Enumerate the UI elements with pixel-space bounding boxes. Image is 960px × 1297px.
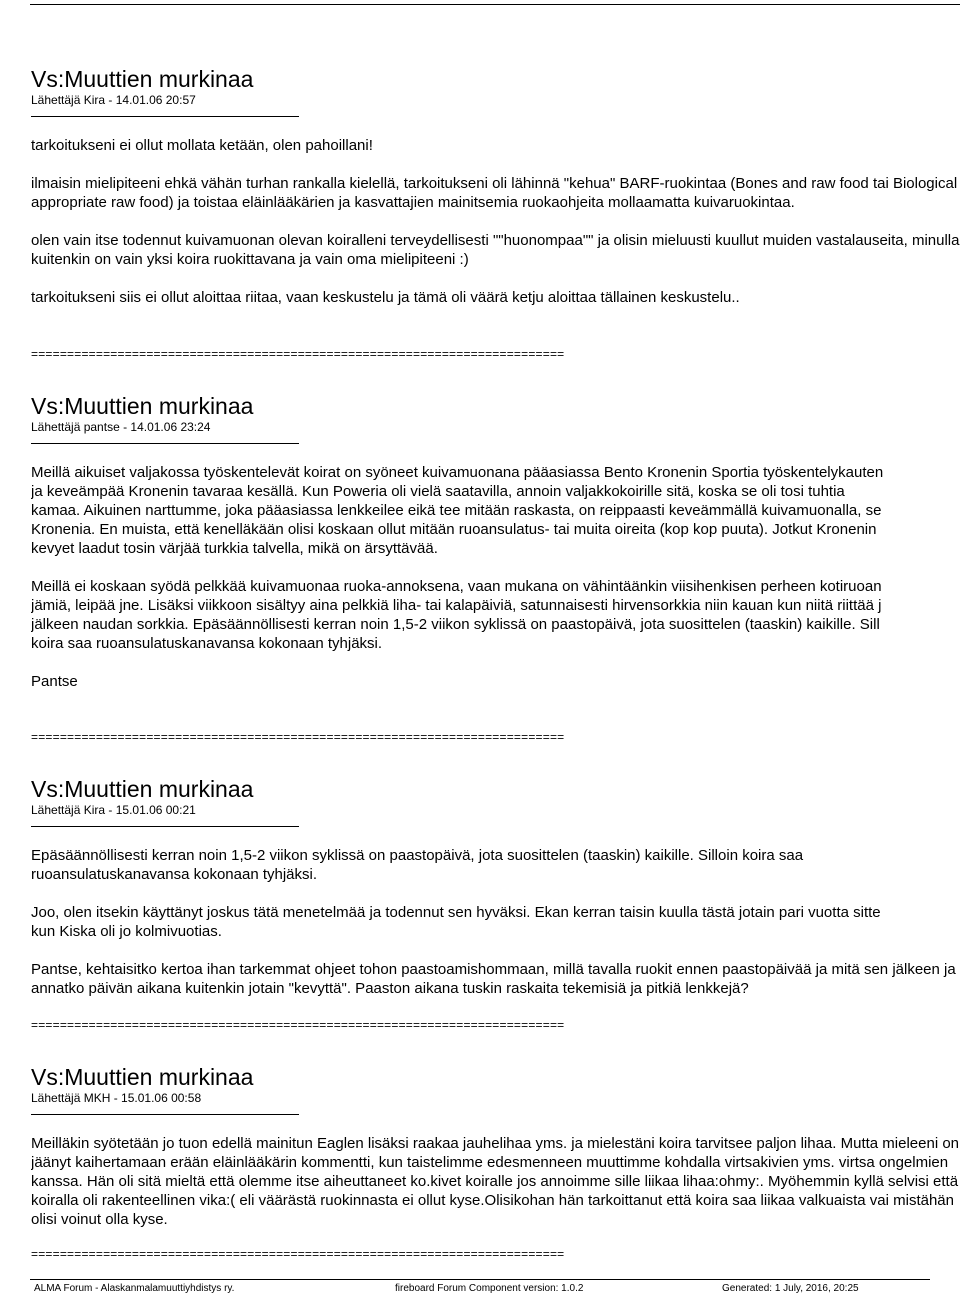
- post-line: Meillä ei koskaan syödä pelkkää kuivamuonaa ruoka-annoksena, vaan mukana on vähintäänkin viisihenkisen perheen kotiruoan: [31, 578, 882, 595]
- post-paragraph: Pantse, kehtaisitko kertoa ihan tarkemmat ohjeet tohon paastoamishommaan, millä tavalla ruokit ennen paastopäivää ja mitä sen jälkeen ja annatko päivän aikana kuitenkin jotain "kevyttä". Paaston aikana tuskin raskaita tekemisiä ja pitkiä lenkkejä?: [31, 961, 956, 997]
- post-title: Vs:Muuttien murkinaa: [31, 66, 254, 92]
- meta-rule: [31, 443, 299, 444]
- post-line: jämiä, leipää jne. Lisäksi viikkoon sisältyy aina pelkkiä liha- tai kalapäiviä, satunnaisesti hirvensorkkia niin kauan kun niitä riittää j: [31, 597, 882, 614]
- meta-rule: [31, 1114, 299, 1115]
- post-meta: Lähettäjä MKH - 15.01.06 00:58: [31, 1091, 202, 1105]
- post-body: [31, 463, 960, 691]
- post-title: Vs:Muuttien murkinaa: [31, 1064, 254, 1090]
- post-paragraph: olen vain itse todennut kuivamuonan olevan koiralleni terveydellisesti ""huonompaa"" ja olisin mieluusti kuullut muiden vastalauseita, minulla kuitenkin on vain yksi koira ruokittavana ja vain oma mielipiteeni :): [31, 232, 960, 268]
- post-line: koira saa ruoansulatuskanavansa kokonaan tyhjäksi.: [31, 635, 383, 652]
- post-paragraph: ilmaisin mielipiteeni ehkä vähän turhan rankalla kielellä, tarkoitukseni oli lähinnä "kehua" BARF-ruokintaa (Bones and raw food tai Biological appropriate raw food) ja toistaa eläinlääkärien ja kasvattajien mainitsemia ruokaohjeita mollaamatta kuivaruokintaa.: [31, 175, 958, 211]
- post-line: kamaa. Aikuinen narttumme, joka pääasiassa lenkkeilee eikä tee mitään raskasta, on reippaasti keveämmällä kuivamuonalla, se: [31, 502, 882, 519]
- post-paragraph: [31, 577, 960, 653]
- post-paragraph: tarkoitukseni siis ei ollut aloittaa riitaa, vaan keskustelu ja tämä oli väärä ketju aloittaa tällainen keskustelu..: [31, 289, 740, 306]
- post-title: Vs:Muuttien murkinaa: [31, 393, 254, 419]
- post-separator: ==========================================================================: [31, 1018, 565, 1032]
- post-meta: Lähettäjä Kira - 14.01.06 20:57: [31, 93, 196, 107]
- post-body: [31, 846, 960, 998]
- post-paragraph: Meilläkin syötetään jo tuon edellä mainitun Eaglen lisäksi raakaa jauhelihaa yms. ja mielestäni koira tarvitsee paljon lihaa. Mutta mieleeni on jäänyt kaihertamaan erään eläinlääkärin kommentti, kun taistelimme edesmenneen muuttimme kohdalla virtsakivien yms. virtsa ongelmien kanssa. Hän oli sitä mieltä että olemme itse aiheuttaneet ko.kivet koiralle jos annoimme sille liikaa lihaa:ohmy:. Myöhemmin kyllä selvisi että koiralla oli rakenteellinen vika:( eli väärästä ruokinnasta ei ollut kyse.Olisikohan hän tarkoittanut että koira saa liikaa valkuaista vai mistähän olisi voinut olla kyse.: [31, 1135, 960, 1228]
- post-separator: ==========================================================================: [31, 1247, 565, 1261]
- post-separator: ==========================================================================: [31, 730, 565, 744]
- forum-post: [31, 1064, 960, 1248]
- forum-post: [31, 393, 960, 710]
- post-paragraph: Epäsäännöllisesti kerran noin 1,5-2 viikon syklissä on paastopäivä, jota suosittelen (taaskin) kaikille. Silloin koira saa ruoansulatuskanavansa kokonaan tyhjäksi.: [31, 847, 804, 883]
- post-line: Meillä aikuiset valjakossa työskentelevät koirat on syöneet kuivamuonana pääasiassa Bento Kronenin Sportia työskentelykauten: [31, 464, 884, 481]
- footer-rule: [30, 1279, 930, 1280]
- post-body: [31, 1134, 960, 1229]
- footer-generated: Generated: 1 July, 2016, 20:25: [722, 1283, 859, 1294]
- post-separator: ==========================================================================: [31, 347, 565, 361]
- post-meta: Lähettäjä pantse - 14.01.06 23:24: [31, 420, 211, 434]
- post-line: kun Kiska oli jo kolmivuotias.: [31, 923, 222, 940]
- meta-rule: [31, 116, 299, 117]
- post-line: Kronenia. En muista, että kenelläkään olisi koskaan ollut mitään ruoansulatus- tai muita oireita (kop kop puuta). Jotkut Kronenin: [31, 521, 877, 538]
- post-signature: Pantse: [31, 673, 78, 690]
- meta-rule: [31, 826, 299, 827]
- forum-post: [31, 66, 960, 326]
- footer-site-name: ALMA Forum - Alaskanmalamuuttiyhdistys ry.: [34, 1283, 235, 1294]
- post-line: kevyet laadut tosin värjää turkkia talvella, mikä on ärsyttävää.: [31, 540, 438, 557]
- post-meta: Lähettäjä Kira - 15.01.06 00:21: [31, 803, 196, 817]
- post-paragraph: tarkoitukseni ei ollut mollata ketään, olen pahoillani!: [31, 137, 373, 154]
- post-paragraph: [31, 903, 960, 941]
- post-line: jälkeen naudan sorkkia. Epäsäännöllisesti kerran noin 1,5-2 viikon syklissä on paastopäivä, jota suosittelen (taaskin) kaikille. Sill: [31, 616, 880, 633]
- top-rule: [30, 4, 960, 5]
- post-body: [31, 136, 960, 307]
- post-line: Joo, olen itsekin käyttänyt joskus tätä menetelmää ja todennut sen hyväksi. Ekan kerran taisin kuulla tästä jotain pari vuotta sitte: [31, 904, 881, 921]
- post-title: Vs:Muuttien murkinaa: [31, 776, 254, 802]
- forum-post: [31, 776, 960, 1017]
- post-paragraph: [31, 463, 960, 558]
- footer-version: fireboard Forum Component version: 1.0.2: [395, 1283, 584, 1294]
- post-line: ja keveämpää Kronenin tavaraa kesällä. Kun Poweria oli vielä saatavilla, annoin valjakkokoirille sitä, koska se oli tosi tuhtia: [31, 483, 845, 500]
